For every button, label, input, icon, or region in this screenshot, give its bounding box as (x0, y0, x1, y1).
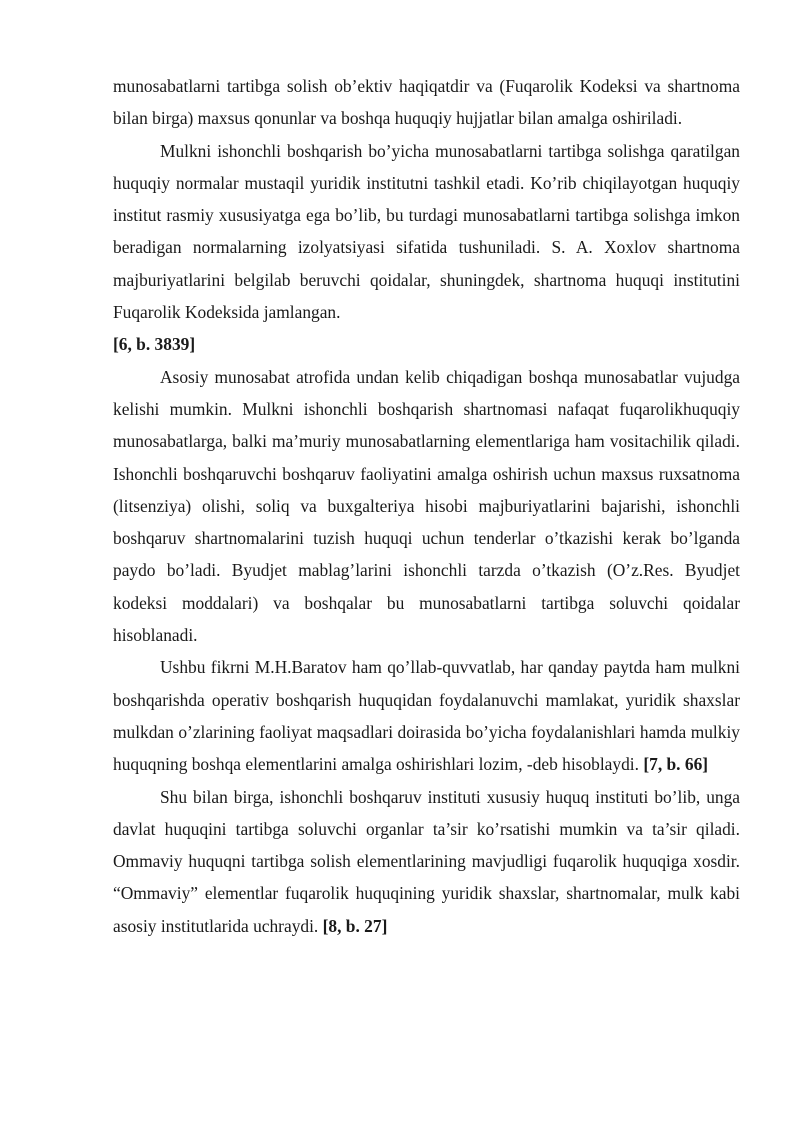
citation-reference: [6, b. 3839] (113, 334, 196, 355)
paragraph-baratov-opinion (113, 651, 740, 780)
paragraph-text: Asosiy munosabat atrofida undan kelib chiqadigan boshqa munosabatlar vujudga kelishi mumkin. Mulkni ishonchli boshqarish shartnomasi nafaqat fuqarolikhuquqiy munosabatlarga, balki ma’muriy munosabatlarning elementlariga ham vositachilik qiladi. Ishonchli boshqaruvchi boshqaruv faoliyatini amalga oshirish uchun maxsus ruxsatnoma (litsenziya) olishi, soliq va buxgalteriya hisobi majburiyatlarini bajarishi, ishonchli boshqaruv shartnomalarini tuzish huquqi uchun tenderlar o’tkazishi kerak bo’lganda paydo bo’ladi. Byudjet mablag’larini ishonchli tarzda o’tkazish (O’z.Res. Byudjet kodeksi moddalari) va boshqalar bu munosabatlarni tartibga soluvchi qoidalar hisoblanadi. (113, 366, 740, 646)
document-page (113, 70, 740, 942)
paragraph-continuation (113, 70, 740, 135)
citation-reference: [8, b. 27] (322, 915, 388, 936)
paragraph-text: munosabatlarni tartibga solish ob’ektiv haqiqatdir va (Fuqarolik Kodeksi va shartnoma bilan birga) maxsus qonunlar va boshqa huquqiy hujjatlar bilan amalga oshiriladi. (113, 76, 740, 129)
paragraph-text: Mulkni ishonchli boshqarish bo’yicha munosabatlarni tartibga solishga qaratilgan huquqiy normalar mustaqil yuridik institutni tashkil etadi. Ko’rib chiqilayotgan huquqiy institut rasmiy xususiyatga ega bo’lib, bu turdagi munosabatlarni tartibga solishga imkon beradigan normalarning izolyatsiyasi sifatida tushuniladi. S. A. Xoxlov shartnoma majburiyatlarini belgilab beruvchi qoidalar, shuningdek, shartnoma huquqi institutini Fuqarolik Kodeksida jamlangan. (113, 140, 740, 323)
paragraph-text: Shu bilan birga, ishonchli boshqaruv instituti xususiy huquq instituti bo’lib, unga davlat huquqini tartibga soluvchi organlar ta’sir ko’rsatishi mumkin va ta’sir qiladi. Ommaviy huquqni tartibga solish elementlarining mavjudligi fuqarolik huquqiga xosdir. “Ommaviy” elementlar fuqarolik huquqining yuridik shaxslar, shartnomalar, mulk kabi asosiy institutlarida uchraydi. (113, 786, 740, 936)
paragraph-text: Ushbu fikrni M.H.Baratov ham qo’llab-quvvatlab, har qanday paytda ham mulkni boshqarishda operativ boshqarish huquqidan foydalanuvchi mamlakat, yuridik shaxslar mulkdan o’zlarining faoliyat maqsadlari doirasida bo’yicha foydalanishlari hamda mulkiy huquqning boshqa elementlarini amalga oshirishlari lozim, -deb hisoblaydi. (113, 657, 740, 775)
paragraph-public-elements (113, 781, 740, 942)
paragraph-related-relations (113, 361, 740, 652)
citation-reference: [7, b. 66] (643, 754, 709, 775)
paragraph-trust-management-norms (113, 135, 740, 361)
